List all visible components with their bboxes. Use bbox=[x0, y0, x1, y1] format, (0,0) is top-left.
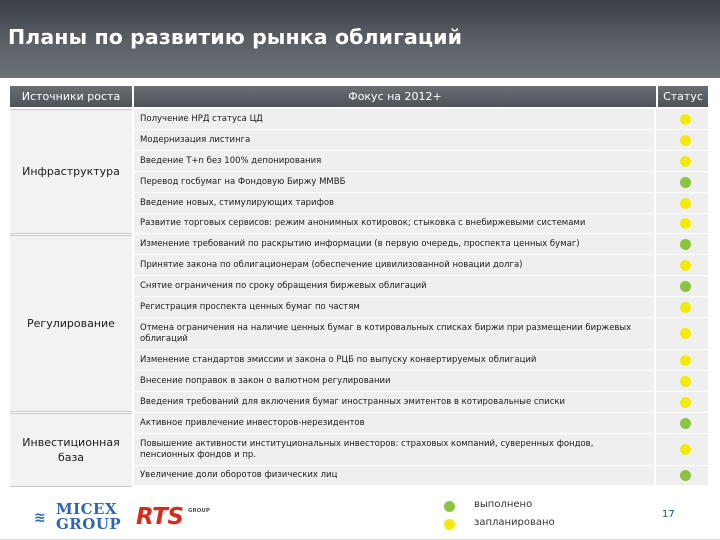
table-row bbox=[134, 434, 708, 466]
group-regulation: Регулирование bbox=[10, 235, 132, 412]
planned-dot-icon bbox=[680, 355, 691, 366]
status-cell bbox=[656, 434, 708, 465]
header-focus: Фокус на 2012+ bbox=[134, 86, 656, 107]
table-row bbox=[134, 466, 708, 486]
table-row bbox=[134, 297, 708, 318]
status-cell bbox=[656, 297, 708, 317]
focus-text: Активное привлечение инвесторов-нерезидентов bbox=[134, 413, 654, 433]
micex-logo-line2: GROUP bbox=[56, 515, 122, 533]
status-cell bbox=[656, 234, 708, 254]
status-cell bbox=[656, 151, 708, 171]
focus-text: Снятие ограничения по сроку обращения биржевых облигаций bbox=[134, 276, 654, 296]
focus-text: Развитие торговых сервисов: режим анонимных котировок; стыковка с внебиржевыми системами bbox=[134, 214, 654, 233]
table-row bbox=[134, 318, 708, 350]
planned-dot-icon bbox=[680, 376, 691, 387]
rts-logo-main: RTS bbox=[136, 504, 184, 530]
table-row bbox=[134, 193, 708, 214]
status-cell bbox=[656, 371, 708, 391]
planned-dot-icon bbox=[680, 302, 691, 313]
table-row bbox=[134, 234, 708, 255]
header-sources: Источники роста bbox=[10, 86, 132, 107]
focus-text: Изменение стандартов эмиссии и закона о РЦБ по выпуску конвертируемых облигаций bbox=[134, 350, 654, 370]
focus-text: Перевод госбумаг на Фондовую Биржу ММВБ bbox=[134, 172, 654, 192]
status-cell bbox=[656, 413, 708, 433]
table-row bbox=[134, 255, 708, 276]
planned-dot-icon bbox=[680, 135, 691, 146]
focus-text: Получение НРД статуса ЦД bbox=[134, 109, 654, 129]
planned-dot-icon bbox=[680, 114, 691, 125]
planned-dot-icon bbox=[680, 328, 691, 339]
micex-logo-line1: MICEX bbox=[56, 500, 118, 518]
group-infrastructure: Инфраструктура bbox=[10, 109, 132, 234]
focus-text: Введение T+n без 100% депонирования bbox=[134, 151, 654, 171]
page-title: Планы по развитию рынка облигаций bbox=[8, 25, 463, 49]
done-dot-icon bbox=[680, 418, 691, 429]
table-row bbox=[134, 350, 708, 371]
header-status: Статус bbox=[658, 86, 708, 107]
table-row bbox=[134, 214, 708, 234]
done-dot-icon bbox=[680, 470, 691, 481]
status-cell bbox=[656, 276, 708, 296]
micex-group-logo bbox=[34, 498, 122, 538]
focus-text: Повышение активности институциональных инвесторов: страховых компаний, суверенных фондов, пенсионных фондов и пр. bbox=[134, 434, 654, 465]
focus-text: Принятие закона по облигационерам (обеспечение цивилизованной новации долга) bbox=[134, 255, 654, 275]
status-cell bbox=[656, 214, 708, 233]
focus-table bbox=[134, 109, 708, 486]
table-row bbox=[134, 371, 708, 392]
legend-done-label: выполнено bbox=[474, 499, 533, 510]
table-row bbox=[134, 151, 708, 172]
table-row bbox=[134, 130, 708, 151]
focus-text: Внесение поправок в закон о валютном регулировании bbox=[134, 371, 654, 391]
group-investment-base: Инвестиционная база bbox=[10, 413, 132, 487]
status-cell bbox=[656, 193, 708, 213]
planned-dot-icon bbox=[444, 519, 455, 530]
planned-dot-icon bbox=[680, 198, 691, 209]
planned-dot-icon bbox=[680, 218, 691, 229]
status-cell bbox=[656, 318, 708, 349]
planned-dot-icon bbox=[680, 444, 691, 455]
micex-swirl-icon: ≋ bbox=[34, 510, 46, 526]
table-row bbox=[134, 413, 708, 434]
planned-dot-icon bbox=[680, 397, 691, 408]
status-cell bbox=[656, 255, 708, 275]
table-row bbox=[134, 276, 708, 297]
rts-logo-sub: GROUP bbox=[188, 508, 210, 514]
focus-text: Изменение требований по раскрытию информации (в первую очередь, проспекта ценных бумаг) bbox=[134, 234, 654, 254]
title-bar bbox=[0, 0, 720, 78]
table-row bbox=[134, 109, 708, 130]
status-cell bbox=[656, 109, 708, 129]
focus-text: Введение новых, стимулирующих тарифов bbox=[134, 193, 654, 213]
focus-text: Отмена ограничения на наличие ценных бумаг в котировальных списках биржи при размещении биржевых облигаций bbox=[134, 318, 654, 349]
done-dot-icon bbox=[680, 239, 691, 250]
focus-text: Увеличение доли оборотов физических лиц bbox=[134, 466, 654, 485]
focus-text: Модернизация листинга bbox=[134, 130, 654, 150]
status-cell bbox=[656, 130, 708, 150]
done-dot-icon bbox=[444, 501, 455, 512]
rts-group-logo bbox=[136, 504, 226, 534]
status-cell bbox=[656, 172, 708, 192]
done-dot-icon bbox=[680, 177, 691, 188]
table-row bbox=[134, 172, 708, 193]
focus-text: Введения требований для включения бумаг иностранных эмитентов в котировальные списки bbox=[134, 392, 654, 412]
status-cell bbox=[656, 466, 708, 485]
planned-dot-icon bbox=[680, 260, 691, 271]
page-number: 17 bbox=[662, 509, 675, 520]
legend-planned-label: запланировано bbox=[474, 517, 555, 528]
focus-text: Регистрация проспекта ценных бумаг по частям bbox=[134, 297, 654, 317]
table-row bbox=[134, 392, 708, 413]
planned-dot-icon bbox=[680, 156, 691, 167]
status-cell bbox=[656, 350, 708, 370]
status-cell bbox=[656, 392, 708, 412]
done-dot-icon bbox=[680, 281, 691, 292]
